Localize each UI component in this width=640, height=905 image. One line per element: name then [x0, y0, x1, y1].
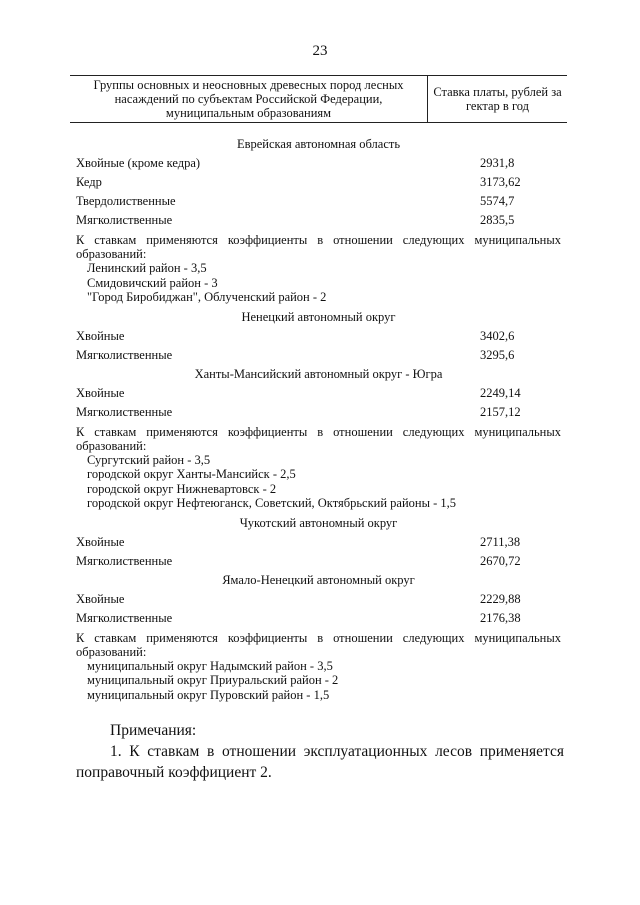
species-group-name: Хвойные	[76, 591, 125, 606]
table-row	[76, 154, 561, 173]
table-row	[76, 327, 561, 346]
coefficient-item: Смидовичский район - 3	[87, 275, 218, 290]
region-section	[76, 571, 561, 703]
rate-value: 2670,72	[480, 553, 521, 568]
region-title: Еврейская автономная область	[236, 137, 401, 151]
remarks	[76, 720, 564, 783]
species-group-name: Хвойные	[76, 385, 125, 400]
table-row	[76, 211, 561, 230]
coefficient-note: К ставкам применяются коэффициенты в отношении следующих муниципальных	[76, 233, 561, 247]
coefficient-item: муниципальный округ Надымский район - 3,5	[87, 658, 333, 673]
coefficient-note: К ставкам применяются коэффициенты в отношении следующих муниципальных	[76, 630, 561, 645]
table-row	[76, 192, 561, 211]
species-group-name: Твердолиственные	[76, 194, 176, 208]
table-row	[76, 552, 561, 571]
species-group-name: Мягколиственные	[76, 404, 173, 419]
species-group-name: Кедр	[76, 175, 102, 189]
coefficient-item: городской округ Нижневартовск - 2	[87, 481, 277, 496]
coefficient-item: Ленинский район - 3,5	[87, 261, 207, 275]
region-title: Чукотский автономный округ	[239, 515, 398, 530]
region-title: Ямало-Ненецкий автономный округ	[222, 572, 415, 587]
species-group-name: Мягколиственные	[76, 553, 173, 568]
region-section	[76, 308, 561, 365]
rate-value: 2176,38	[480, 610, 521, 625]
remarks-title: Примечания:	[110, 722, 197, 739]
region-title: Ненецкий автономный округ	[241, 309, 396, 324]
region-section	[76, 514, 561, 571]
table-row	[76, 346, 561, 365]
table-row	[76, 533, 561, 552]
rate-value: 2229,88	[480, 591, 521, 606]
table-row	[76, 173, 561, 192]
rate-value: 2931,8	[480, 156, 515, 170]
species-group-name: Мягколиственные	[76, 213, 173, 227]
rate-value: 2711,38	[480, 534, 521, 549]
region-section	[76, 135, 561, 305]
species-group-name: Хвойные	[76, 328, 125, 343]
table-row	[76, 609, 561, 628]
species-group-name: Мягколиственные	[76, 610, 173, 625]
region-section	[76, 365, 561, 511]
coefficient-note: К ставкам применяются коэффициенты в отношении следующих муниципальных	[76, 424, 561, 439]
rate-value: 2249,14	[480, 385, 521, 400]
table-body	[76, 135, 561, 705]
coefficient-item: городской округ Нефтеюганск, Советский, Октябрьский районы - 1,5	[87, 496, 457, 510]
coefficient-note-continuation: образований:	[76, 438, 147, 453]
coefficient-item: "Город Биробиджан", Облученский район - 2	[87, 290, 327, 304]
rate-value: 3173,62	[480, 175, 521, 189]
species-group-name: Хвойные	[76, 534, 125, 549]
table-header	[70, 75, 567, 123]
coefficient-item: муниципальный округ Приуральский район - 2	[87, 673, 339, 687]
remarks-paragraph: 1. К ставкам в отношении эксплуатационных лесов применяется поправочный коэффициент 2.	[76, 743, 564, 781]
rate-value: 2157,12	[480, 404, 521, 419]
rate-value: 5574,7	[480, 194, 515, 208]
region-title: Ханты-Мансийский автономный округ - Югра	[194, 366, 443, 381]
coefficient-note-continuation: образований:	[76, 644, 147, 659]
header-rate: Ставка платы, рублей за гектар в год	[433, 85, 562, 113]
coefficient-item: Сургутский район - 3,5	[87, 452, 211, 467]
header-species-groups: Группы основных и неосновных древесных пород лесных насаждений по субъектам Российской Федерации, муниципальным образованиям	[70, 76, 428, 122]
table-row	[76, 590, 561, 609]
coefficient-list	[76, 453, 561, 511]
coefficient-list	[76, 659, 561, 703]
coefficient-list	[76, 261, 561, 305]
rate-value: 2835,5	[480, 213, 515, 227]
species-group-name: Хвойные (кроме кедра)	[76, 156, 201, 170]
coefficient-item: муниципальный округ Пуровский район - 1,5	[87, 687, 330, 702]
coefficient-note-continuation: образований:	[76, 247, 147, 261]
rate-value: 3402,6	[480, 328, 515, 343]
table-row	[76, 384, 561, 403]
page-number: 23	[312, 43, 328, 59]
coefficient-item: городской округ Ханты-Мансийск - 2,5	[87, 467, 296, 481]
species-group-name: Мягколиственные	[76, 347, 173, 362]
rate-value: 3295,6	[480, 347, 515, 362]
table-row	[76, 403, 561, 422]
